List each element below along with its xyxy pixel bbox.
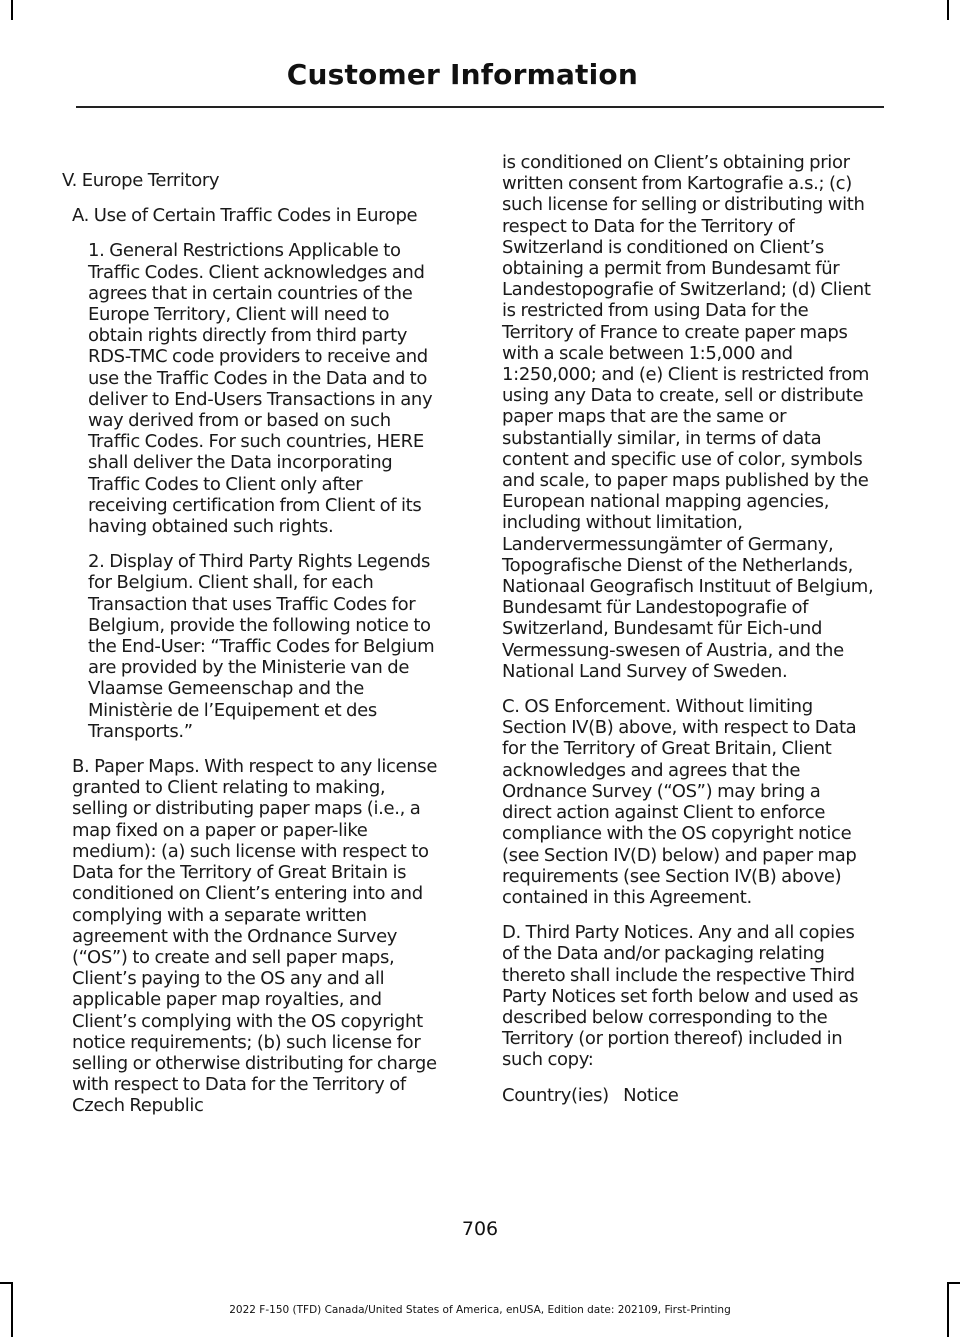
right-column xyxy=(502,152,874,1120)
footer-edition-info: 2022 F-150 (TFD) Canada/United States of America, enUSA, Edition date: 202109, First-Printing xyxy=(229,1304,731,1316)
paragraph-paper-maps-continued: is conditioned on Client’s obtaining prior written consent from Kartografie a.s.; (c) such license for selling or distributing with respect to Data for the Territory of Switzerland is conditioned on Client’s obtaining a permit from Bundesamt für Landestopografie of Switzerland; (d) Client is restricted from using Data for the Territory of France to create paper maps with a scale between 1:5,000 and 1:250,000; and (e) Client is restricted from using any Data to create, sell or distribute paper maps that are the same or substantially similar, in terms of data content and specific use of color, symbols and scale, to paper maps published by the European national mapping agencies, including without limitation, Landervermessungämter of Germany, Topografische Dienst of the Netherlands, Nationaal Geografisch Instituut of Belgium, Bundesamt für Landestopografie of Switzerland, Bundesamt für Eich-und Vermessung-swesen of Austria, and the National Land Survey of Sweden. xyxy=(502,152,874,682)
left-column xyxy=(62,170,442,1117)
paragraph-paper-maps: B. Paper Maps. With respect to any license granted to Client relating to making, selling or distributing paper maps (i.e., a map fixed on a paper or paper-like medium): (a) such license with respect to Data for the Territory of Great Britain is conditioned on Client’s entering into and complying with a separate written agreement with the Ordnance Survey (“OS”) to create and sell paper maps, Client’s paying to the OS any and all applicable paper map royalties, and Client’s complying with the OS copyright notice requirements; (b) such license for selling or otherwise distributing for charge with respect to Data for the Territory of Czech Republic xyxy=(72,756,438,1117)
paragraph-belgium-legends: 2. Display of Third Party Rights Legends for Belgium. Client shall, for each Transaction that uses Traffic Codes for Belgium, provide the following notice to the End-User: “Traffic Codes for Belgium are provided by the Ministerie van de Vlaamse Gemeenschap and the Ministèrie de l’Equipement et des Transports.” xyxy=(88,551,435,742)
paragraph-os-enforcement: C. OS Enforcement. Without limiting Section IV(B) above, with respect to Data for the Territory of Great Britain, Client acknowledges and agrees that the Ordnance Survey (“OS”) may bring a direct action against Client to enforce compliance with the OS copyright notice (see Section IV(D) below) and paper map requirements (see Section IV(B) above) contained in this Agreement. xyxy=(502,696,857,908)
page-title: Customer Information xyxy=(286,58,638,91)
crop-mark-top-left xyxy=(11,0,13,20)
paragraph-third-party-notices: D. Third Party Notices. Any and all copies of the Data and/or packaging relating thereto shall include the respective Third Party Notices set forth below and used as described below corresponding to the Territory (or portion thereof) included in such copy: xyxy=(502,922,859,1071)
crop-mark-bottom-left-h xyxy=(0,1282,13,1284)
paragraph-general-restrictions: 1. General Restrictions Applicable to Traffic Codes. Client acknowledges and agrees that in certain countries of the Europe Territory, Client will need to obtain rights directly from third party RDS-TMC code providers to receive and use the Traffic Codes in the Data and to deliver to End-Users Transactions in any way derived from or based on such Traffic Codes. For such countries, HERE shall deliver the Data incorporating Traffic Codes to Client only after receiving certification from Client of its having obtained such rights. xyxy=(88,240,433,538)
table-header-country-notice: Country(ies) Notice xyxy=(502,1084,679,1106)
crop-mark-top-right xyxy=(947,0,949,20)
subsection-heading-traffic-codes: A. Use of Certain Traffic Codes in Europe xyxy=(72,205,418,227)
crop-mark-bottom-right-h xyxy=(947,1282,960,1284)
section-heading-europe-territory: V. Europe Territory xyxy=(62,170,220,191)
page-number: 706 xyxy=(461,1218,499,1240)
header-divider xyxy=(76,106,884,108)
